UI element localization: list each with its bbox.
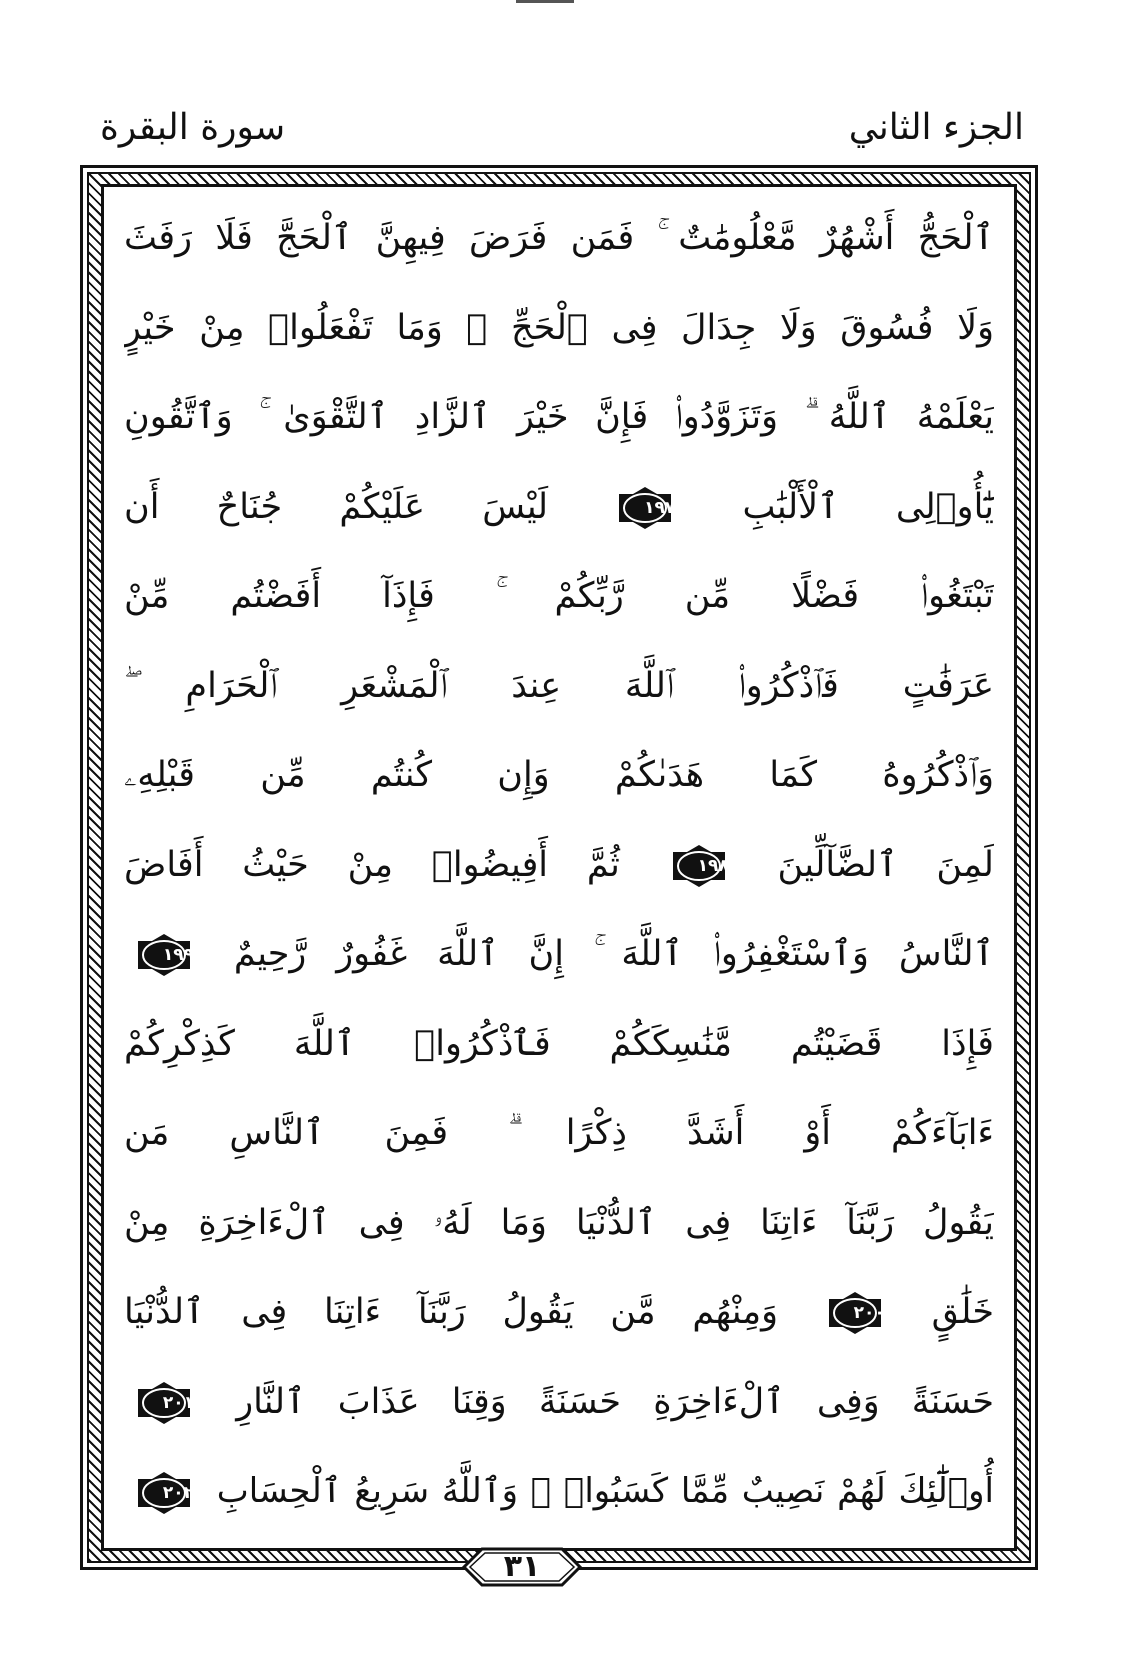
verse-text: يَقُولُ رَبَّنَآ ءَاتِنَا فِى ٱلدُّنْيَا وَمَا لَهُۥ فِى ٱلْءَاخِرَةِ مِنْ — [124, 1202, 994, 1243]
verse-text: عَرَفَٰتٍ فَٱذْكُرُوا۟ ٱللَّهَ عِندَ ٱلْمَشْعَرِ ٱلْحَرَامِ ۖ — [124, 665, 994, 706]
verse-text: لَمِنَ ٱلضَّآلِّينَ — [777, 844, 994, 885]
quran-text-block — [124, 196, 994, 1548]
ayah-number: ٢٠٠ — [853, 1303, 885, 1323]
ayah-number: ٢٠١ — [162, 1392, 194, 1413]
text-line — [124, 375, 994, 459]
text-line — [124, 1360, 994, 1444]
surah-title: سورة البقرة — [100, 107, 286, 148]
text-line — [124, 465, 994, 549]
verse-text: وَلَا فُسُوقَ وَلَا جِدَالَ فِى ٱلْحَجِّ ۗ وَمَا تَفْعَلُوا۟ مِنْ خَيْرٍ — [124, 307, 994, 348]
verse-text: وَٱذْكُرُوهُ كَمَا هَدَىٰكُمْ وَإِن كُنتُم مِّن قَبْلِهِۦ — [124, 755, 994, 795]
verse-text: لَيْسَ عَلَيْكُمْ جُنَاحٌ أَن — [124, 486, 549, 527]
text-line — [124, 554, 994, 638]
page-header — [100, 98, 1024, 168]
text-line — [124, 196, 994, 280]
ayah-number-marker — [134, 1471, 194, 1515]
text-line — [124, 286, 994, 370]
ayah-number: ١٩٧ — [644, 497, 676, 518]
page-number-plate — [460, 1545, 584, 1589]
page-number: ٣١ — [503, 1549, 541, 1584]
text-line — [124, 823, 994, 907]
text-line — [124, 733, 994, 817]
verse-text: فَإِذَا قَضَيْتُم مَّنَٰسِكَكُمْ فَٱذْكُرُوا۟ ٱللَّهَ كَذِكْرِكُمْ — [124, 1023, 994, 1064]
text-line — [124, 1270, 994, 1354]
ayah-number-marker — [615, 486, 675, 530]
ayah-number: ٢٠٢ — [162, 1482, 194, 1503]
verse-text: وَمِنْهُم مَّن يَقُولُ رَبَّنَآ ءَاتِنَا فِى ٱلدُّنْيَا — [124, 1292, 779, 1332]
ayah-number-marker — [134, 1381, 194, 1425]
verse-text: ثُمَّ أَفِيضُوا۟ مِنْ حَيْثُ أَفَاضَ — [124, 844, 620, 885]
verse-text: يَعْلَمْهُ ٱللَّهُ ۗ وَتَزَوَّدُوا۟ فَإِنَّ خَيْرَ ٱلزَّادِ ٱلتَّقْوَىٰ ۚ وَٱتَّقُونِ — [124, 397, 994, 437]
verse-text: ءَابَآءَكُمْ أَوْ أَشَدَّ ذِكْرًا ۗ فَمِنَ ٱلنَّاسِ مَن — [124, 1113, 994, 1153]
verse-text: ٱلْحَجُّ أَشْهُرٌ مَّعْلُومَٰتٌ ۚ فَمَن فَرَضَ فِيهِنَّ ٱلْحَجَّ فَلَا رَفَثَ — [124, 218, 994, 258]
verse-text: أُو۟لَٰٓئِكَ لَهُمْ نَصِيبٌ مِّمَّا كَسَبُوا۟ ۚ وَٱللَّهُ سَرِيعُ ٱلْحِسَابِ — [216, 1471, 994, 1511]
verse-text: خَلَٰقٍ — [931, 1292, 994, 1332]
verse-text: ٱلنَّاسُ وَٱسْتَغْفِرُوا۟ ٱللَّهَ ۚ إِنَّ ٱللَّهَ غَفُورٌ رَّحِيمٌ — [233, 934, 994, 974]
ayah-number-marker — [825, 1291, 885, 1335]
top-rule — [516, 0, 574, 3]
text-line — [124, 1449, 994, 1533]
text-line — [124, 644, 994, 728]
ayah-number-marker — [669, 844, 729, 888]
verse-text: حَسَنَةً وَفِى ٱلْءَاخِرَةِ حَسَنَةً وَقِنَا عَذَابَ ٱلنَّارِ — [236, 1381, 994, 1422]
text-line — [124, 1181, 994, 1265]
verse-text: يَٰٓأُو۟لِى ٱلْأَلْبَٰبِ — [742, 486, 994, 527]
text-line — [124, 1002, 994, 1086]
ayah-number: ١٩٩ — [162, 945, 194, 965]
ayah-number: ١٩٨ — [697, 855, 729, 876]
juz-title: الجزء الثاني — [848, 107, 1024, 148]
verse-text: تَبْتَغُوا۟ فَضْلًا مِّن رَّبِّكُمْ ۚ فَإِذَآ أَفَضْتُم مِّنْ — [124, 576, 994, 616]
ayah-number-marker — [134, 933, 194, 977]
text-line — [124, 1091, 994, 1175]
text-line — [124, 912, 994, 996]
